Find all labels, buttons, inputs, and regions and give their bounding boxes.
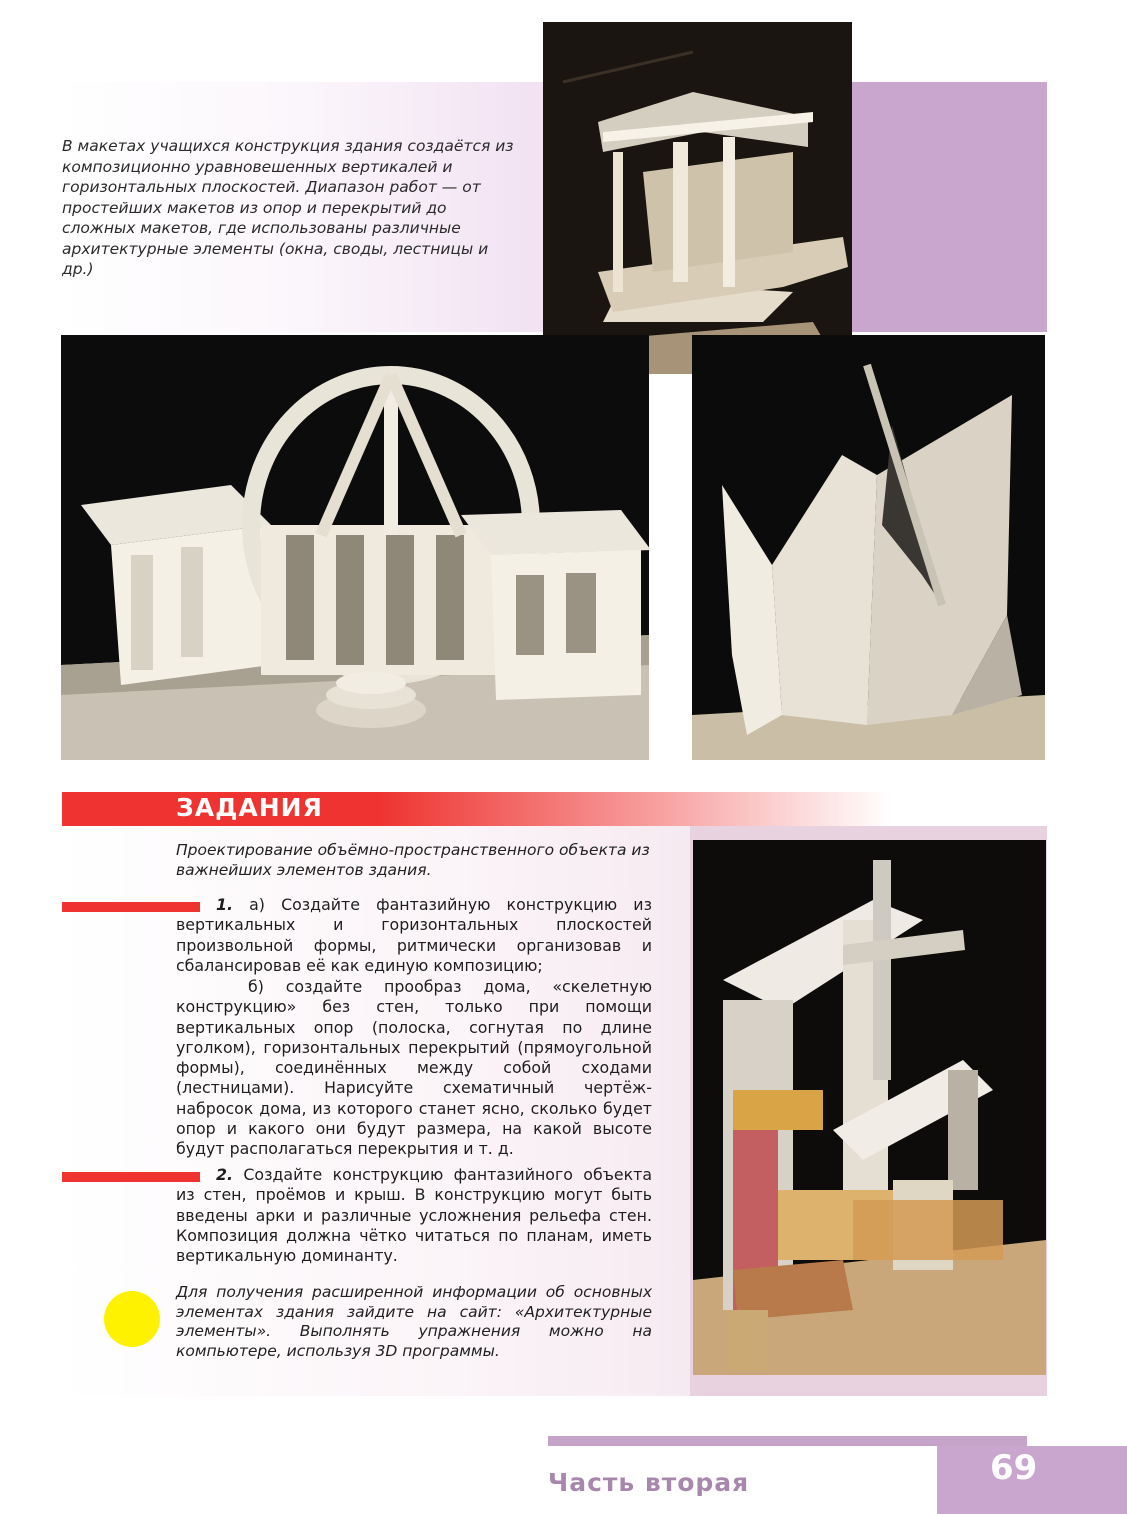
info-marker-dot [104,1291,160,1347]
photo-folded-model [692,335,1045,760]
task1a-text [176,895,652,976]
photo-layered-model [543,22,852,374]
page-number: 69 [990,1448,1038,1488]
task2-body: Создайте конструкцию фантазийного объекта из стен, проёмов и крыш. В конструкцию могут быть введены арки и различные усложнения рельефа стен. Композиция должна чётко читаться по планам, иметь вертикальную доминанту. [176,1165,652,1266]
task1-number: 1. [216,895,233,914]
task2-text [176,1165,652,1266]
tasks-intro: Проектирование объёмно-пространственного объекта из важнейших элементов здания. [176,841,650,879]
footer-section-title: Часть вторая [548,1468,750,1497]
tasks-heading: ЗАДАНИЯ [176,793,323,822]
footer-bar [548,1436,1027,1446]
task1a-body: а) Создайте фантазийную конструкцию из вертикальных и горизонтальных плоскостей произвольной формы, ритмически организовав и сбалансировав её как единую композицию; [176,895,652,975]
info-text: Для получения расширенной информации об основных элементах здания зайдите на сайт: «Архитектурные элементы». Выполнять упражнения можно на компьютере, используя 3D программы. [176,1283,652,1360]
caption-text: В макетах учащихся конструкция здания создаётся из композиционно уравновешенных вертикалей и горизонтальных плоскостей. Диапазон работ — от простейших макетов из опор и перекрытий до сложных макетов, где использованы различные архитектурные элементы (окна, своды, лестницы и др.) [62,137,514,278]
task2-number: 2. [216,1165,233,1184]
top-decorative-band-right [852,82,1047,332]
photo-block-composition [693,840,1046,1375]
task1b-text: б) создайте прообраз дома, «скелетную конструкцию» без стен, только при помощи вертикальных опор (полоска, согнутая по длине уголком), горизонтальных перекрытий (прямоугольной формы), соединённых между собой сходами (лестницами). Нарисуйте схематичный чертёж-набросок дома, из которого станет ясно, сколько будет опор и какого они будут размера, на какой высоте будут располагаться перекрытия и т. д. [176,977,652,1159]
photo-dome-model [61,335,649,760]
